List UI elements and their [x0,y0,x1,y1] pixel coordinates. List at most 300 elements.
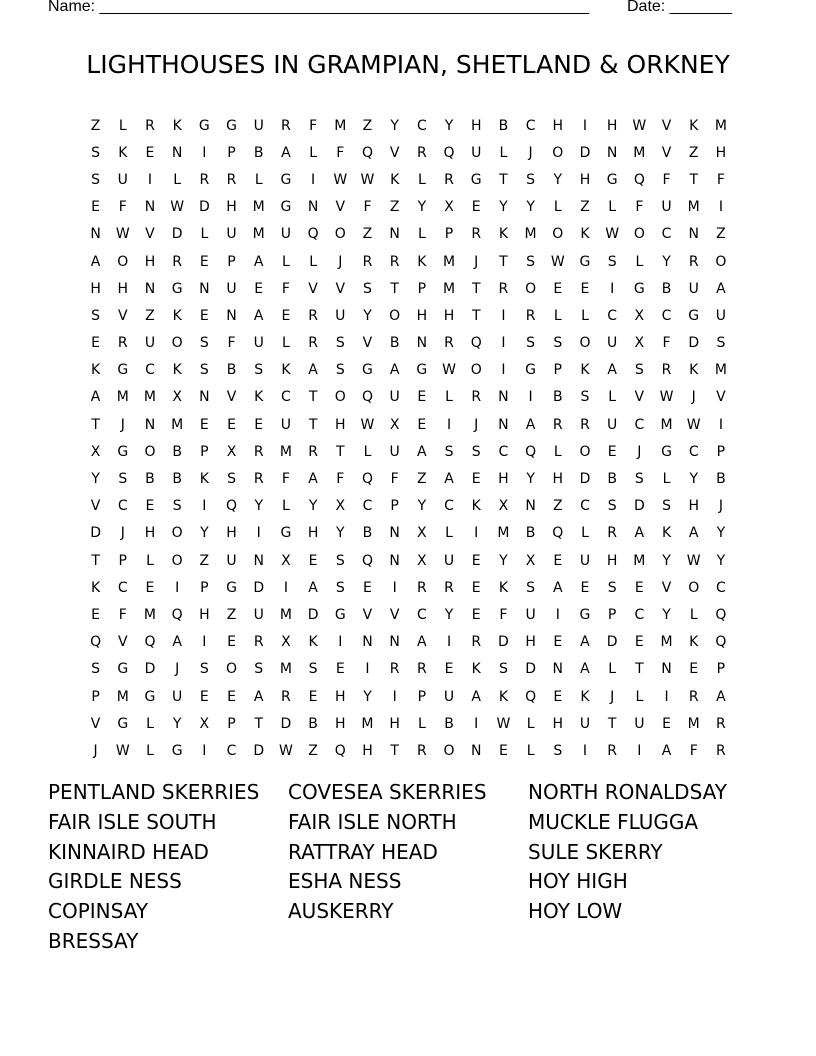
grid-cell[interactable]: K [172,117,182,134]
grid-cell[interactable]: M [143,606,157,623]
grid-cell[interactable]: Y [553,171,563,188]
grid-cell[interactable]: K [281,362,291,379]
grid-cell[interactable]: V [389,144,400,161]
grid-cell[interactable]: O [688,579,700,596]
grid-cell[interactable]: Q [552,525,564,542]
grid-cell[interactable]: E [471,471,481,488]
grid-cell[interactable]: L [608,661,617,678]
grid-cell[interactable]: R [580,416,590,433]
grid-cell[interactable]: J [175,661,180,678]
grid-cell[interactable]: G [226,117,237,134]
grid-cell[interactable]: Q [171,606,183,623]
grid-cell[interactable]: Z [199,552,210,569]
grid-cell[interactable]: M [497,525,510,542]
grid-cell[interactable]: T [635,661,644,678]
grid-cell[interactable]: M [660,634,673,651]
grid-cell[interactable]: T [390,742,399,759]
grid-cell[interactable]: R [416,144,427,161]
grid-cell[interactable]: O [715,253,727,270]
grid-cell[interactable]: R [308,307,318,324]
grid-cell[interactable]: U [634,715,645,732]
grid-cell[interactable]: X [498,498,509,515]
grid-cell[interactable]: X [281,552,291,569]
grid-cell[interactable]: K [689,117,699,134]
grid-cell[interactable]: K [498,579,508,596]
grid-cell[interactable]: L [553,443,562,460]
grid-cell[interactable]: T [308,389,318,406]
grid-cell[interactable]: U [471,144,482,161]
grid-cell[interactable]: E [471,552,481,569]
grid-cell[interactable]: I [147,171,153,188]
grid-cell[interactable]: V [335,280,346,297]
grid-cell[interactable]: R [226,171,237,188]
grid-cell[interactable]: G [362,362,373,379]
grid-cell[interactable]: B [308,715,318,732]
grid-cell[interactable]: G [606,171,618,188]
grid-cell[interactable]: T [689,171,698,188]
grid-cell[interactable]: A [634,525,645,542]
grid-cell[interactable]: X [226,443,237,460]
grid-cell[interactable]: K [689,634,699,651]
grid-cell[interactable]: H [335,416,346,433]
grid-cell[interactable]: M [361,715,374,732]
grid-cell[interactable]: H [389,715,400,732]
grid-cell[interactable]: S [335,335,345,352]
grid-cell[interactable]: F [281,471,290,488]
grid-cell[interactable]: A [90,389,101,406]
grid-cell[interactable]: N [171,144,183,161]
grid-cell[interactable]: P [227,715,236,732]
grid-cell[interactable]: S [607,253,617,270]
grid-cell[interactable]: O [552,144,564,161]
grid-cell[interactable]: B [525,525,536,542]
grid-cell[interactable]: O [470,362,482,379]
grid-cell[interactable]: Z [90,117,101,134]
grid-cell[interactable]: B [661,280,672,297]
grid-cell[interactable]: J [718,498,723,515]
grid-cell[interactable]: I [501,307,506,324]
grid-cell[interactable]: S [662,498,671,515]
grid-cell[interactable]: C [226,742,237,759]
grid-cell[interactable]: Y [662,253,671,270]
grid-cell[interactable]: V [389,606,400,623]
grid-cell[interactable]: P [91,688,100,705]
grid-cell[interactable]: V [90,715,101,732]
grid-cell[interactable]: E [634,579,644,596]
grid-cell[interactable]: Y [91,471,100,488]
grid-cell[interactable]: L [635,688,644,705]
grid-cell[interactable]: R [716,715,726,732]
grid-cell[interactable]: L [608,199,617,216]
grid-cell[interactable]: O [171,335,183,352]
grid-cell[interactable]: R [471,389,482,406]
grid-cell[interactable]: T [336,443,345,460]
grid-cell[interactable]: B [145,471,155,488]
grid-cell[interactable]: G [688,307,700,324]
grid-cell[interactable]: H [525,634,536,651]
grid-cell[interactable]: N [199,280,210,297]
grid-cell[interactable]: A [580,634,590,651]
grid-cell[interactable]: S [444,443,454,460]
grid-cell[interactable]: S [308,661,318,678]
grid-cell[interactable]: N [226,307,237,324]
grid-cell[interactable]: X [90,443,101,460]
grid-cell[interactable]: E [553,688,563,705]
grid-cell[interactable]: M [279,443,292,460]
grid-cell[interactable]: Y [363,307,372,324]
grid-cell[interactable]: M [687,199,700,216]
grid-cell[interactable]: I [528,389,533,406]
grid-cell[interactable]: G [198,117,210,134]
grid-cell[interactable]: Y [336,525,345,542]
grid-cell[interactable]: Q [361,471,373,488]
grid-cell[interactable]: I [338,634,343,651]
grid-cell[interactable]: P [200,443,209,460]
grid-cell[interactable]: K [471,498,481,515]
grid-cell[interactable]: L [309,144,317,161]
grid-cell[interactable]: X [525,552,536,569]
grid-cell[interactable]: G [416,362,428,379]
grid-cell[interactable]: R [607,742,618,759]
grid-cell[interactable]: U [579,715,591,732]
grid-cell[interactable]: Y [499,199,508,216]
grid-cell[interactable]: R [498,280,509,297]
grid-cell[interactable]: J [338,253,343,270]
grid-cell[interactable]: Q [470,335,482,352]
grid-cell[interactable]: Q [307,226,319,243]
grid-cell[interactable]: W [632,117,647,134]
grid-cell[interactable]: Z [308,742,318,759]
grid-cell[interactable]: B [172,471,182,488]
grid-cell[interactable]: I [474,525,479,542]
grid-cell[interactable]: P [227,253,236,270]
grid-cell[interactable]: H [416,307,428,324]
grid-cell[interactable]: M [687,715,700,732]
grid-cell[interactable]: U [172,688,183,705]
grid-cell[interactable]: S [580,389,590,406]
grid-cell[interactable]: W [333,171,348,188]
grid-cell[interactable]: D [579,471,591,488]
grid-cell[interactable]: P [444,226,454,243]
grid-cell[interactable]: H [715,144,727,161]
grid-cell[interactable]: H [144,525,156,542]
grid-cell[interactable]: L [662,471,671,488]
grid-cell[interactable]: Z [716,226,726,243]
grid-cell[interactable]: N [307,199,319,216]
grid-cell[interactable]: P [716,661,726,678]
grid-cell[interactable]: A [308,579,318,596]
grid-cell[interactable]: N [90,226,101,243]
grid-cell[interactable]: C [416,606,427,623]
grid-cell[interactable]: Y [662,606,671,623]
grid-cell[interactable]: I [718,416,723,433]
grid-cell[interactable]: L [635,253,644,270]
grid-cell[interactable]: E [417,416,427,433]
grid-cell[interactable]: K [91,579,101,596]
grid-cell[interactable]: V [335,199,346,216]
grid-cell[interactable]: K [91,362,101,379]
grid-cell[interactable]: C [580,498,590,515]
grid-cell[interactable]: A [661,742,672,759]
grid-cell[interactable]: A [308,362,318,379]
grid-cell[interactable]: U [253,606,264,623]
grid-cell[interactable]: Y [716,552,726,569]
grid-cell[interactable]: H [144,253,156,270]
grid-cell[interactable]: D [198,199,210,216]
grid-cell[interactable]: N [389,226,400,243]
grid-cell[interactable]: A [417,443,427,460]
grid-cell[interactable]: R [444,171,454,188]
grid-cell[interactable]: D [144,661,156,678]
name-field[interactable]: Name: _______________________________________________________ [48,0,589,15]
grid-cell[interactable]: T [308,416,318,433]
grid-cell[interactable]: D [280,715,292,732]
grid-cell[interactable]: D [253,579,265,596]
grid-cell[interactable]: S [172,498,182,515]
grid-cell[interactable]: S [363,280,372,297]
grid-cell[interactable]: V [362,606,373,623]
grid-cell[interactable]: Y [662,552,671,569]
grid-cell[interactable]: G [117,715,129,732]
grid-cell[interactable]: Y [716,525,726,542]
grid-cell[interactable]: C [281,389,291,406]
grid-cell[interactable]: H [470,117,482,134]
grid-cell[interactable]: S [199,661,209,678]
grid-cell[interactable]: U [579,552,591,569]
grid-cell[interactable]: V [661,144,672,161]
grid-cell[interactable]: A [253,688,264,705]
grid-cell[interactable]: G [579,606,591,623]
grid-cell[interactable]: Z [580,199,590,216]
grid-cell[interactable]: I [365,661,370,678]
grid-cell[interactable]: W [360,171,375,188]
grid-cell[interactable]: S [607,498,617,515]
grid-cell[interactable]: F [716,171,725,188]
grid-cell[interactable]: C [362,498,373,515]
grid-cell[interactable]: H [606,552,618,569]
grid-cell[interactable]: U [226,552,237,569]
grid-cell[interactable]: S [254,362,264,379]
grid-cell[interactable]: U [607,416,618,433]
grid-cell[interactable]: D [579,144,591,161]
grid-cell[interactable]: K [498,688,508,705]
grid-cell[interactable]: A [716,280,726,297]
grid-cell[interactable]: Z [688,144,699,161]
grid-cell[interactable]: K [580,226,590,243]
grid-cell[interactable]: P [200,579,209,596]
grid-cell[interactable]: P [118,552,127,569]
grid-cell[interactable]: C [661,226,672,243]
grid-cell[interactable]: Q [443,144,455,161]
grid-cell[interactable]: D [606,634,618,651]
grid-cell[interactable]: W [686,552,701,569]
grid-cell[interactable]: Q [334,742,346,759]
grid-cell[interactable]: Y [689,471,698,488]
grid-cell[interactable]: E [471,606,481,623]
grid-cell[interactable]: O [226,661,238,678]
grid-cell[interactable]: A [607,362,617,379]
grid-cell[interactable]: L [445,389,453,406]
grid-cell[interactable]: O [334,226,346,243]
grid-cell[interactable]: N [144,280,156,297]
grid-cell[interactable]: S [471,443,481,460]
grid-cell[interactable]: E [308,552,318,569]
grid-cell[interactable]: Y [444,117,454,134]
grid-cell[interactable]: C [145,362,155,379]
grid-cell[interactable]: C [498,443,509,460]
grid-cell[interactable]: T [499,253,508,270]
grid-cell[interactable]: F [662,335,671,352]
grid-cell[interactable]: L [526,715,535,732]
grid-cell[interactable]: Y [363,688,372,705]
grid-cell[interactable]: L [445,525,453,542]
grid-cell[interactable]: A [308,471,318,488]
grid-cell[interactable]: D [633,498,645,515]
grid-cell[interactable]: B [498,117,509,134]
grid-cell[interactable]: B [607,471,617,488]
grid-cell[interactable]: B [552,389,563,406]
grid-cell[interactable]: A [90,253,101,270]
grid-cell[interactable]: S [634,362,644,379]
grid-cell[interactable]: X [172,389,182,406]
grid-cell[interactable]: B [389,335,400,352]
grid-cell[interactable]: E [199,416,209,433]
grid-cell[interactable]: X [335,498,346,515]
grid-cell[interactable]: N [389,525,400,542]
grid-cell[interactable]: S [498,661,508,678]
grid-cell[interactable]: V [661,579,672,596]
grid-cell[interactable]: N [688,226,699,243]
grid-cell[interactable]: W [659,389,674,406]
grid-cell[interactable]: F [118,199,127,216]
grid-cell[interactable]: M [442,253,456,270]
grid-cell[interactable]: E [335,661,345,678]
grid-cell[interactable]: M [252,226,265,243]
grid-cell[interactable]: S [634,471,644,488]
grid-cell[interactable]: H [226,525,237,542]
grid-cell[interactable]: J [120,416,125,433]
grid-cell[interactable]: G [470,171,482,188]
grid-cell[interactable]: A [172,634,182,651]
grid-cell[interactable]: E [199,688,209,705]
grid-cell[interactable]: N [389,634,400,651]
grid-cell[interactable]: E [498,742,508,759]
grid-cell[interactable]: J [691,389,696,406]
grid-cell[interactable]: T [499,171,508,188]
grid-cell[interactable]: E [471,579,481,596]
grid-cell[interactable]: E [254,416,264,433]
grid-cell[interactable]: U [389,443,400,460]
grid-cell[interactable]: P [417,688,427,705]
grid-cell[interactable]: I [582,117,588,134]
grid-cell[interactable]: K [172,307,182,324]
grid-cell[interactable]: H [307,525,319,542]
grid-cell[interactable]: S [227,471,236,488]
grid-cell[interactable]: P [716,443,726,460]
grid-cell[interactable]: M [524,226,537,243]
grid-cell[interactable]: S [91,307,101,324]
grid-cell[interactable]: H [90,280,101,297]
grid-cell[interactable]: I [311,171,316,188]
grid-cell[interactable]: K [661,525,672,542]
grid-cell[interactable]: R [471,226,482,243]
grid-cell[interactable]: E [145,144,155,161]
grid-cell[interactable]: E [553,634,563,651]
grid-cell[interactable]: K [580,688,590,705]
grid-cell[interactable]: V [226,389,237,406]
grid-cell[interactable]: I [392,579,397,596]
grid-cell[interactable]: E [553,280,563,297]
grid-cell[interactable]: Y [499,552,508,569]
grid-cell[interactable]: G [171,742,183,759]
grid-cell[interactable]: F [118,606,127,623]
grid-cell[interactable]: H [552,117,564,134]
grid-cell[interactable]: J [120,525,125,542]
grid-cell[interactable]: Z [145,307,155,324]
grid-cell[interactable]: U [525,606,536,623]
grid-cell[interactable]: V [117,307,128,324]
grid-cell[interactable]: R [389,661,400,678]
grid-cell[interactable]: W [550,253,565,270]
grid-cell[interactable]: S [526,253,536,270]
grid-cell[interactable]: W [496,715,511,732]
grid-cell[interactable]: P [553,362,562,379]
grid-cell[interactable]: I [501,362,506,379]
grid-cell[interactable]: M [714,117,727,134]
grid-cell[interactable]: B [444,715,454,732]
grid-cell[interactable]: J [528,144,533,161]
grid-cell[interactable]: U [117,171,128,188]
grid-cell[interactable]: R [471,634,482,651]
grid-cell[interactable]: N [389,552,400,569]
grid-cell[interactable]: M [171,416,184,433]
grid-cell[interactable]: P [607,606,617,623]
grid-cell[interactable]: F [689,742,698,759]
grid-cell[interactable]: F [390,471,399,488]
grid-cell[interactable]: E [281,307,291,324]
grid-cell[interactable]: G [525,362,537,379]
grid-cell[interactable]: C [416,117,427,134]
grid-cell[interactable]: E [417,389,427,406]
grid-cell[interactable]: C [117,579,128,596]
grid-cell[interactable]: F [363,199,372,216]
grid-cell[interactable]: Z [417,471,427,488]
grid-cell[interactable]: I [175,579,180,596]
grid-cell[interactable]: I [283,579,288,596]
grid-cell[interactable]: R [552,416,563,433]
grid-cell[interactable]: R [253,634,264,651]
grid-cell[interactable]: M [116,389,129,406]
grid-cell[interactable]: K [471,661,481,678]
grid-cell[interactable]: O [525,280,537,297]
grid-cell[interactable]: Z [362,117,373,134]
grid-cell[interactable]: A [688,525,699,542]
grid-cell[interactable]: L [499,144,508,161]
grid-cell[interactable]: B [226,362,237,379]
grid-cell[interactable]: M [279,661,292,678]
grid-cell[interactable]: L [146,742,154,759]
grid-cell[interactable]: P [417,280,427,297]
grid-cell[interactable]: B [253,144,264,161]
grid-cell[interactable]: W [360,416,375,433]
grid-cell[interactable]: O [443,742,455,759]
grid-cell[interactable]: U [144,335,156,352]
grid-cell[interactable]: E [607,443,617,460]
grid-cell[interactable]: S [91,661,101,678]
grid-cell[interactable]: G [633,280,645,297]
letter-grid[interactable] [82,112,735,765]
grid-cell[interactable]: H [688,498,699,515]
